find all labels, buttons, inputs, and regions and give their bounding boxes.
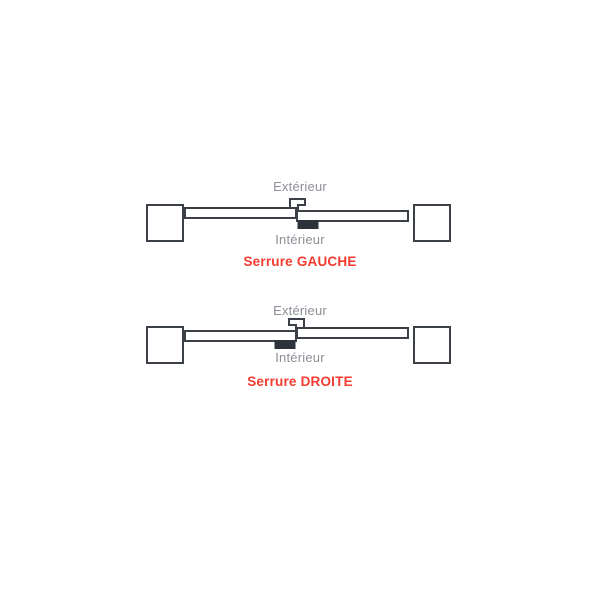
door-panel-right bbox=[297, 328, 408, 338]
door-panel-left bbox=[185, 331, 296, 341]
interior-label: Intérieur bbox=[275, 232, 325, 247]
interior-lock-block bbox=[275, 340, 296, 349]
interior-label: Intérieur bbox=[275, 350, 325, 365]
exterior-label: Extérieur bbox=[273, 303, 327, 318]
exterior-label: Extérieur bbox=[273, 179, 327, 194]
caption-serrure-droite: Serrure DROITE bbox=[247, 374, 353, 389]
caption-serrure-gauche: Serrure GAUCHE bbox=[243, 254, 357, 269]
